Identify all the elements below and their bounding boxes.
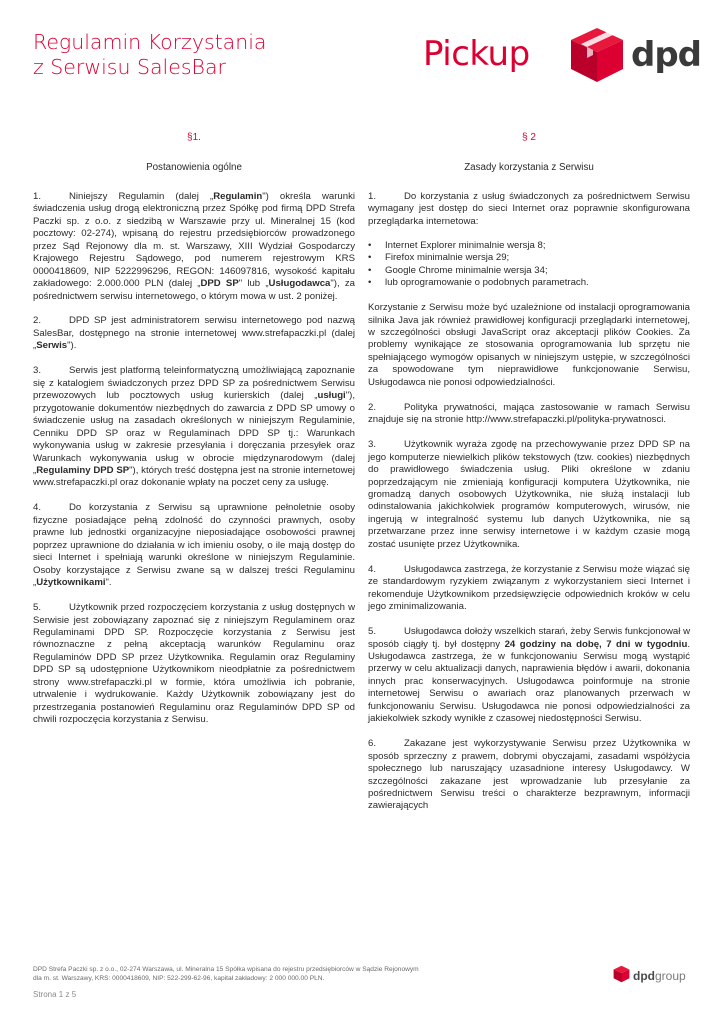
paragraph-text: "), przygotowanie dokumentów niezbędnych do zawarcia z DPD SP umowy o świadczenie usług na zasadach określonych w niniejszym Regulaminie, Cenniku DPD SP oraz w Regulaminach DPD SP tj.: Warunkach wykonywania usług w zakresie przesyłania i doręczania przesyłek oraz Warunkach wykonywania usług w obrocie międzynarodowym (dalej „ — [33, 390, 355, 476]
section-2-paragraph-5 — [368, 626, 690, 726]
paragraph-text: Zakazane jest wykorzystywanie Serwisu przez Użytkownika w sposób sprzeczny z prawem, dobrymi obyczajami, zasadami współżycia społecznego lub naruszający uzasadnione interesy Usługodawcy. W szczególności zakazane jest wprowadzanie lub przesyłanie za pośrednictwem Serwisu treści o charakterze bezprawnym, informacji zawierających — [368, 738, 690, 812]
list-item: • Internet Explorer minimalnie wersja 8; — [368, 240, 690, 252]
paragraph-text: ". — [105, 577, 112, 589]
section-1-paragraph-1 — [33, 191, 355, 303]
section-1-number: §1. — [187, 132, 201, 143]
list-item: • lub oprogramowanie o podobnych parametrach. — [368, 277, 690, 289]
defined-term: Użytkownikami — [36, 577, 106, 589]
paragraph-number: 5. — [33, 602, 42, 614]
pickup-logo-text-word: Pickup — [423, 34, 530, 74]
defined-term: DPD SP — [200, 278, 239, 290]
paragraph-text: DPD SP jest administratorem serwisu internetowego pod nazwą SalesBar, dostępnego na stronie internetowej www.strefapaczki.pl (dalej „ — [33, 315, 355, 352]
paragraph-number: 4. — [33, 502, 42, 514]
footer-company-info — [33, 966, 419, 983]
paragraph-text: Polityka prywatności, mająca zastosowanie w ramach Serwisu znajduje się na stronie http://www.strefapaczki.pl/polityka-prywatnosci. — [368, 401, 690, 426]
document-title-line1: Regulamin Korzystania — [33, 30, 267, 54]
section-1-column — [33, 132, 355, 739]
section-2-paragraph-6 — [368, 738, 690, 813]
paragraph-text: " lub „ — [238, 278, 269, 290]
page-number: Strona 1 z 5 — [33, 990, 77, 999]
paragraph-text: Niniejszy Regulamin (dalej „ — [69, 190, 214, 202]
section-2-paragraph-4 — [368, 564, 690, 614]
paragraph-text: Użytkownik wyraża zgodę na przechowywanie przez DPD SP na jego komputerze niewielkich plików tekstowych (tzw. cookies) niezbędnych do prawidłowego świadczenia usług. Pliki określone w zdaniu poprzedzającym nie zmieniają konfiguracji komputera Użytkownika, nie gromadzą danych osobowych Użytkownika, nie służą instalacji lub odinstalowania jakichkolwiek programów komputerowych, wirusów, nie ingerują w integralność systemu lub danych Użytkownika, nie są przetwarzane przez inne serwisy internetowe i w każdym czasie mogą zostać usunięte przez Użytkownika. — [368, 439, 690, 550]
paragraph-text: . Usługodawca zastrzega, że w funkcjonowaniu Serwisu mogą wystąpić przerwy w celu aktualizacji danych, naprawienia błędów i awarii, dokonania innych prac konserwacyjnych. Usługodawca poinformuje na stronie internetowej Serwisu o awariach oraz planowanych przerwach w funkcjonowaniu Serwisu. Usługodawca nie ponosi odpowiedzialności za jakiekolwiek szkody wynikłe z czasowej niedostępności Serwisu. — [368, 638, 690, 725]
list-item: • Firefox minimalnie wersja 29; — [368, 252, 690, 264]
dpd-logo-text: dpd — [631, 35, 702, 75]
section-2-paragraph-1-continued: Korzystanie z Serwisu może być uzależnione od instalacji oprogramowania silnika Java jak również prawidłowej konfiguracji przeglądarki internetowej, w szczególności obsługi JavaScript oraz akceptacji plików Cookies. Za problemy wynikające ze stosowania oprogramowania lub sprzętu nie spełniającego wymogów opisanych w niniejszym ustępie, w szczególności za spowodowane tym nieprawidłowe funkcjonowanie Serwisu, Usługodawca nie ponosi odpowiedzialności. — [368, 302, 690, 388]
paragraph-text: Usługodawca zastrzega, że korzystanie z Serwisu może wiązać się ze standardowym ryzykiem związanym z wykorzystaniem sieci Internet i rekomenduje Użytkownikom przedsięwzięcie odpowiednich kroków w celu jego zminimalizowania. — [368, 563, 690, 613]
paragraph-number: 1. — [33, 190, 42, 202]
dpd-cube-small-icon — [613, 965, 630, 983]
paragraph-number: 6. — [368, 738, 377, 750]
dpdgroup-logo-text — [633, 969, 686, 983]
section-2-number: § 2 — [522, 132, 536, 143]
emphasized-text: 24 godziny na dobę, 7 dni w tygodniu — [504, 638, 688, 650]
section-2-column — [368, 132, 690, 825]
dpd-cube-icon — [569, 26, 625, 84]
document-title — [33, 30, 266, 80]
footer-line-1: DPD Strefa Paczki sp. z o.o., 02-274 Warszawa, ul. Mineralna 15 Spółka wpisana do rejestru przedsiębiorców w Sądzie Rejonowym — [33, 966, 419, 973]
paragraph-number: 4. — [368, 563, 377, 575]
section-1-paragraph-4 — [33, 502, 355, 589]
paragraph-text: Do korzystania z usług świadczonych za pośrednictwem Serwisu wymagany jest dostęp do sieci Internet oraz poprawnie skonfigurowana przeglądarka internetowa: — [368, 190, 690, 227]
paragraph-number: 5. — [368, 626, 377, 638]
pickup-logo-text — [423, 34, 530, 74]
paragraph-text: "), których treść dostępna jest na stronie internetowej www.strefapaczki.pl oraz dokonanie wpłaty na poczet ceny za usługę. — [33, 464, 355, 489]
paragraph-text: "), za pośrednictwem serwisu internetowego, o którym mowa w ust. 2 poniżej. — [33, 278, 355, 302]
paragraph-number: 2. — [368, 401, 377, 413]
paragraph-number: 3. — [368, 439, 377, 451]
section-1-paragraph-3 — [33, 365, 355, 490]
dpdgroup-logo — [613, 965, 695, 989]
paragraph-number: 3. — [33, 365, 42, 377]
dpdgroup-logo-dpd: dpd — [633, 969, 655, 983]
section-2-paragraph-1 — [368, 191, 690, 228]
footer-line-2: dla m. st. Warszawy, KRS: 0000418609, NIP: 522-299-62-96, kapitał zakładowy: 2 000 000.00 PLN. — [33, 974, 325, 982]
dpdgroup-logo-group: group — [655, 969, 686, 983]
paragraph-text: Serwis jest platformą teleinformatyczną umożliwiającą zapoznanie się z katalogiem świadczonych przez DPD SP za pośrednictwem Serwisu przewozowych lub pocztowych usług kurierskich (dalej „ — [33, 365, 355, 402]
section-1-title: Postanowienia ogólne — [146, 162, 242, 174]
paragraph-text: ") określa warunki świadczenia usług drogą elektroniczną przez Spółkę pod firmą DPD Strefa Paczki sp. z o.o. z siedzibą w Warszawie przy ul. Mineralnej 15 (kod pocztowy: 02-274), wpisaną do rejestru przedsiębiorców prowadzonego przez Sąd Rejonowy dla m. st. Warszawy, XIII Wydział Gospodarczy Krajowego Rejestru Sądowego, pod numerem rejestrowym KRS 0000418609, NIP 5222996296, REGON: 146097816, wysokość kapitału zakładowego: 2.000.000 PLN (dalej „ — [33, 190, 356, 290]
document-title-line2: z Serwisu SalesBar — [33, 55, 226, 79]
section-2-paragraph-2 — [368, 402, 690, 427]
section-2-title: Zasady korzystania z Serwisu — [464, 162, 594, 174]
browser-requirements-list — [368, 240, 690, 290]
paragraph-number: 2. — [33, 315, 42, 327]
section-1-paragraph-5 — [33, 602, 355, 727]
defined-term: Regulamin — [213, 190, 263, 202]
defined-term: Regulaminy DPD SP — [36, 464, 130, 476]
paragraph-text: "). — [67, 340, 77, 352]
defined-term: Serwis — [36, 340, 68, 352]
paragraph-text: Użytkownik przed rozpoczęciem korzystania z usług dostępnych w Serwisie jest zobowiązany zapoznać się z niniejszym Regulaminem oraz Regulaminami DPD SP. Rozpoczęcie korzystania z Serwisu jest równoznaczne z pełną akceptacją warunków Regulaminu oraz Regulaminów DPD SP przez Użytkownika. Regulamin oraz Regulaminy DPD SP są udostępnione Użytkownikom nieodpłatnie za pośrednictwem strony www.strefapaczki.pl w formie, która umożliwia ich pobranie, utrwalenie i wydrukowanie. Każdy Użytkownik zobowiązany jest do przestrzegania postanowień Regulaminu oraz Regulaminów DPD SP od chwili rozpoczęcia korzystania z Serwisu. — [33, 602, 355, 726]
list-item: • Google Chrome minimalnie wersja 34; — [368, 265, 690, 277]
defined-term: usługi — [317, 390, 346, 402]
paragraph-text: Do korzystania z Serwisu są uprawnione pełnoletnie osoby fizyczne posiadające pełną zdolność do czynności prawnych, osoby prawne lub jednostki organizacyjne nieposiadające osobowości prawnej poprzez uprawnione do działania w ich imieniu osoby, o ile mają dostęp do sieci Internet i spełniają warunki określone w niniejszym Regulaminie. Osoby korzystające z Serwisu zwane są w dalszej treści Regulaminu „ — [33, 502, 355, 589]
defined-term: Usługodawca — [268, 278, 331, 290]
section-1-paragraph-2 — [33, 315, 355, 352]
section-2-paragraph-3 — [368, 439, 690, 551]
paragraph-text: Usługodawca dołoży wszelkich starań, żeby Serwis funkcjonował w sposób ciągły tj. był dostępny — [368, 626, 690, 650]
paragraph-number: 1. — [368, 190, 377, 202]
